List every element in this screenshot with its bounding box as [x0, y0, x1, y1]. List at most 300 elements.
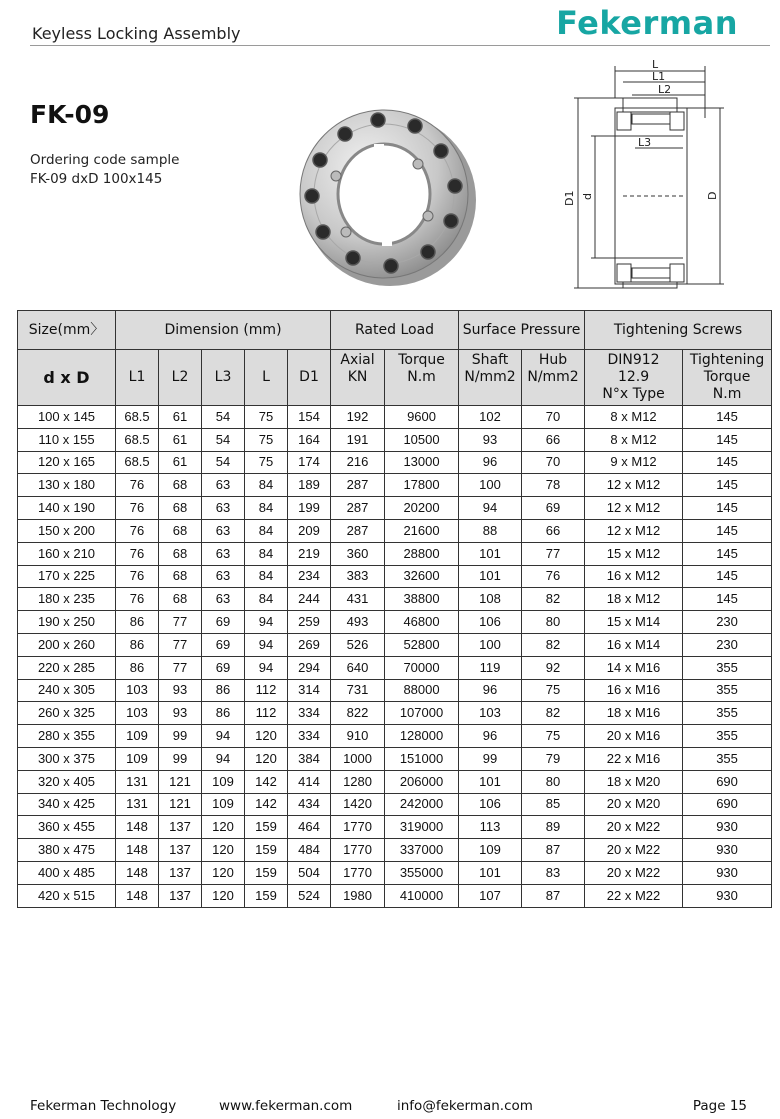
table-cell: 150 x 200 — [18, 519, 116, 542]
table-row — [18, 839, 772, 862]
tt-line-1: Tightening — [689, 352, 765, 368]
table-cell: 120 — [202, 861, 245, 884]
table-cell: 1980 — [331, 884, 385, 907]
table-cell: 93 — [159, 702, 202, 725]
table-cell: 294 — [288, 656, 331, 679]
table-cell: 414 — [288, 770, 331, 793]
table-cell: 524 — [288, 884, 331, 907]
table-cell: 159 — [245, 816, 288, 839]
table-cell: 68.5 — [116, 406, 159, 429]
table-cell: 206000 — [385, 770, 459, 793]
header-surface-pressure: Surface Pressure — [459, 311, 585, 350]
table-cell: 70 — [522, 451, 585, 474]
subheader-din912 — [585, 350, 683, 406]
table-cell: 84 — [245, 519, 288, 542]
table-cell: 52800 — [385, 633, 459, 656]
table-cell: 12 x M12 — [585, 497, 683, 520]
table-cell: 84 — [245, 542, 288, 565]
table-cell: 14 x M16 — [585, 656, 683, 679]
table-cell: 69 — [522, 497, 585, 520]
table-cell: 100 x 145 — [18, 406, 116, 429]
table-cell: 68 — [159, 565, 202, 588]
table-row — [18, 565, 772, 588]
product-photo — [298, 104, 478, 288]
table-cell: 120 — [202, 816, 245, 839]
subheader-l: L — [245, 350, 288, 406]
table-cell: 219 — [288, 542, 331, 565]
table-cell: 337000 — [385, 839, 459, 862]
table-cell: 66 — [522, 428, 585, 451]
subheader-l3: L3 — [202, 350, 245, 406]
table-cell: 94 — [245, 656, 288, 679]
table-cell: 92 — [522, 656, 585, 679]
table-cell: 70000 — [385, 656, 459, 679]
table-cell: 68 — [159, 588, 202, 611]
table-cell: 159 — [245, 861, 288, 884]
table-cell: 63 — [202, 588, 245, 611]
subheader-axial — [331, 350, 385, 406]
table-cell: 191 — [331, 428, 385, 451]
table-cell: 69 — [202, 611, 245, 634]
table-cell: 28800 — [385, 542, 459, 565]
footer-email[interactable]: info@fekerman.com — [397, 1098, 533, 1114]
header-tightening-screws: Tightening Screws — [585, 311, 772, 350]
table-cell: 70 — [522, 406, 585, 429]
table-cell: 109 — [116, 747, 159, 770]
hub-line-1: Hub — [538, 352, 568, 368]
table-cell: 131 — [116, 793, 159, 816]
table-cell: 137 — [159, 884, 202, 907]
table-cell: 75 — [245, 451, 288, 474]
table-cell: 82 — [522, 588, 585, 611]
table-cell: 110 x 155 — [18, 428, 116, 451]
table-cell: 88 — [459, 519, 522, 542]
table-cell: 300 x 375 — [18, 747, 116, 770]
table-cell: 121 — [159, 793, 202, 816]
table-cell: 526 — [331, 633, 385, 656]
table-cell: 85 — [522, 793, 585, 816]
table-cell: 120 — [202, 839, 245, 862]
table-cell: 100 — [459, 474, 522, 497]
table-cell: 10500 — [385, 428, 459, 451]
header-dimension: Dimension (mm) — [116, 311, 331, 350]
table-cell: 106 — [459, 793, 522, 816]
din-line-1: DIN912 — [607, 352, 660, 368]
subheader-torque — [385, 350, 459, 406]
tt-line-2: Torque — [703, 369, 751, 385]
table-cell: 107 — [459, 884, 522, 907]
table-cell: 78 — [522, 474, 585, 497]
table-cell: 145 — [683, 565, 772, 588]
table-cell: 89 — [522, 816, 585, 839]
header-rated-load: Rated Load — [331, 311, 459, 350]
table-cell: 82 — [522, 702, 585, 725]
table-cell: 87 — [522, 839, 585, 862]
table-cell: 320 x 405 — [18, 770, 116, 793]
table-row — [18, 611, 772, 634]
axial-line-2: KN — [347, 369, 368, 385]
table-cell: 86 — [116, 633, 159, 656]
table-cell: 18 x M16 — [585, 702, 683, 725]
table-cell: 120 — [202, 884, 245, 907]
table-cell: 112 — [245, 702, 288, 725]
table-cell: 142 — [245, 770, 288, 793]
table-row — [18, 406, 772, 429]
drawing-label-L: L — [652, 58, 659, 71]
table-cell: 145 — [683, 542, 772, 565]
shaft-line-2: N/mm2 — [464, 369, 516, 385]
table-cell: 77 — [159, 633, 202, 656]
table-cell: 76 — [116, 565, 159, 588]
table-cell: 189 — [288, 474, 331, 497]
table-cell: 145 — [683, 406, 772, 429]
table-cell: 420 x 515 — [18, 884, 116, 907]
table-cell: 145 — [683, 519, 772, 542]
table-cell: 76 — [522, 565, 585, 588]
table-cell: 84 — [245, 588, 288, 611]
table-cell: 68.5 — [116, 428, 159, 451]
table-cell: 137 — [159, 816, 202, 839]
table-cell: 690 — [683, 793, 772, 816]
table-cell: 109 — [202, 793, 245, 816]
table-cell: 244 — [288, 588, 331, 611]
table-cell: 109 — [202, 770, 245, 793]
table-cell: 145 — [683, 428, 772, 451]
table-cell: 68.5 — [116, 451, 159, 474]
table-cell: 18 x M20 — [585, 770, 683, 793]
table-cell: 22 x M22 — [585, 884, 683, 907]
table-cell: 400 x 485 — [18, 861, 116, 884]
footer-website[interactable]: www.fekerman.com — [219, 1098, 353, 1114]
table-cell: 106 — [459, 611, 522, 634]
table-row — [18, 770, 772, 793]
table-cell: 93 — [159, 679, 202, 702]
table-cell: 170 x 225 — [18, 565, 116, 588]
table-row — [18, 861, 772, 884]
table-cell: 1280 — [331, 770, 385, 793]
table-row — [18, 702, 772, 725]
table-cell: 180 x 235 — [18, 588, 116, 611]
subheader-tightening-torque — [683, 350, 772, 406]
table-cell: 200 x 260 — [18, 633, 116, 656]
table-cell: 12 x M12 — [585, 519, 683, 542]
torque-line-2: N.m — [407, 369, 436, 385]
table-cell: 86 — [202, 679, 245, 702]
table-cell: 355000 — [385, 861, 459, 884]
footer-company: Fekerman Technology — [30, 1098, 177, 1114]
table-row — [18, 633, 772, 656]
table-cell: 61 — [159, 451, 202, 474]
table-cell: 174 — [288, 451, 331, 474]
table-cell: 96 — [459, 679, 522, 702]
table-cell: 20200 — [385, 497, 459, 520]
table-cell: 20 x M22 — [585, 816, 683, 839]
table-cell: 86 — [116, 611, 159, 634]
table-cell: 1770 — [331, 839, 385, 862]
table-cell: 68 — [159, 474, 202, 497]
table-cell: 8 x M12 — [585, 406, 683, 429]
subheader-shaft — [459, 350, 522, 406]
table-cell: 142 — [245, 793, 288, 816]
table-cell: 1770 — [331, 861, 385, 884]
table-cell: 355 — [683, 702, 772, 725]
table-cell: 84 — [245, 497, 288, 520]
table-cell: 355 — [683, 679, 772, 702]
table-cell: 22 x M16 — [585, 747, 683, 770]
table-cell: 103 — [459, 702, 522, 725]
table-cell: 434 — [288, 793, 331, 816]
table-cell: 79 — [522, 747, 585, 770]
table-cell: 216 — [331, 451, 385, 474]
drawing-label-L2: L2 — [658, 83, 672, 96]
table-cell: 38800 — [385, 588, 459, 611]
table-cell: 76 — [116, 497, 159, 520]
table-cell: 94 — [459, 497, 522, 520]
table-cell: 269 — [288, 633, 331, 656]
table-cell: 66 — [522, 519, 585, 542]
table-cell: 1420 — [331, 793, 385, 816]
hub-line-2: N/mm2 — [527, 369, 579, 385]
table-cell: 383 — [331, 565, 385, 588]
table-row — [18, 793, 772, 816]
table-cell: 822 — [331, 702, 385, 725]
table-cell: 131 — [116, 770, 159, 793]
table-cell: 355 — [683, 725, 772, 748]
table-cell: 103 — [116, 702, 159, 725]
table-cell: 199 — [288, 497, 331, 520]
footer-page-number: Page 15 — [692, 1098, 747, 1114]
table-cell: 54 — [202, 406, 245, 429]
table-cell: 75 — [522, 679, 585, 702]
table-cell: 82 — [522, 633, 585, 656]
table-cell: 63 — [202, 497, 245, 520]
table-row — [18, 474, 772, 497]
table-cell: 930 — [683, 839, 772, 862]
table-cell: 63 — [202, 474, 245, 497]
table-cell: 16 x M14 — [585, 633, 683, 656]
torque-line-1: Torque — [398, 352, 445, 368]
brand-logo: Fekerman — [556, 4, 738, 42]
table-cell: 242000 — [385, 793, 459, 816]
table-cell: 77 — [159, 656, 202, 679]
table-cell: 287 — [331, 519, 385, 542]
table-cell: 220 x 285 — [18, 656, 116, 679]
table-cell: 84 — [245, 474, 288, 497]
table-cell: 83 — [522, 861, 585, 884]
table-cell: 464 — [288, 816, 331, 839]
table-cell: 380 x 475 — [18, 839, 116, 862]
table-cell: 13000 — [385, 451, 459, 474]
table-cell: 164 — [288, 428, 331, 451]
table-cell: 120 x 165 — [18, 451, 116, 474]
table-cell: 314 — [288, 679, 331, 702]
table-cell: 76 — [116, 519, 159, 542]
shaft-line-1: Shaft — [471, 352, 509, 368]
table-cell: 930 — [683, 884, 772, 907]
table-cell: 930 — [683, 861, 772, 884]
table-cell: 355 — [683, 656, 772, 679]
table-cell: 102 — [459, 406, 522, 429]
drawing-label-d: d — [581, 193, 594, 200]
table-cell: 160 x 210 — [18, 542, 116, 565]
table-cell: 101 — [459, 542, 522, 565]
table-cell: 910 — [331, 725, 385, 748]
table-cell: 46800 — [385, 611, 459, 634]
table-cell: 493 — [331, 611, 385, 634]
table-cell: 192 — [331, 406, 385, 429]
table-cell: 112 — [245, 679, 288, 702]
table-row — [18, 542, 772, 565]
table-cell: 145 — [683, 497, 772, 520]
table-cell: 230 — [683, 611, 772, 634]
drawing-label-L1: L1 — [652, 70, 666, 83]
table-cell: 930 — [683, 816, 772, 839]
table-cell: 63 — [202, 542, 245, 565]
table-cell: 15 x M12 — [585, 542, 683, 565]
table-cell: 159 — [245, 839, 288, 862]
table-cell: 94 — [245, 611, 288, 634]
table-cell: 340 x 425 — [18, 793, 116, 816]
table-cell: 431 — [331, 588, 385, 611]
table-cell: 360 — [331, 542, 385, 565]
table-cell: 94 — [245, 633, 288, 656]
table-cell: 360 x 455 — [18, 816, 116, 839]
drawing-label-D1: D1 — [563, 190, 576, 206]
table-cell: 93 — [459, 428, 522, 451]
table-cell: 504 — [288, 861, 331, 884]
table-cell: 209 — [288, 519, 331, 542]
table-cell: 100 — [459, 633, 522, 656]
model-number: FK-09 — [30, 100, 110, 129]
table-cell: 159 — [245, 884, 288, 907]
header-size: Size(mm〉 — [18, 311, 116, 350]
table-cell: 84 — [245, 565, 288, 588]
table-cell: 77 — [159, 611, 202, 634]
table-cell: 145 — [683, 474, 772, 497]
table-cell: 1770 — [331, 816, 385, 839]
table-cell: 68 — [159, 497, 202, 520]
table-cell: 240 x 305 — [18, 679, 116, 702]
table-cell: 96 — [459, 725, 522, 748]
table-cell: 280 x 355 — [18, 725, 116, 748]
table-cell: 384 — [288, 747, 331, 770]
table-cell: 20 x M16 — [585, 725, 683, 748]
table-row — [18, 816, 772, 839]
table-cell: 148 — [116, 861, 159, 884]
table-cell: 75 — [245, 406, 288, 429]
table-cell: 109 — [116, 725, 159, 748]
subheader-d1: D1 — [288, 350, 331, 406]
axial-line-1: Axial — [340, 352, 375, 368]
table-cell: 99 — [159, 747, 202, 770]
table-cell: 8 x M12 — [585, 428, 683, 451]
table-row — [18, 451, 772, 474]
table-cell: 137 — [159, 839, 202, 862]
table-cell: 109 — [459, 839, 522, 862]
subheader-l1: L1 — [116, 350, 159, 406]
table-cell: 17800 — [385, 474, 459, 497]
table-cell: 137 — [159, 861, 202, 884]
table-row — [18, 884, 772, 907]
table-cell: 234 — [288, 565, 331, 588]
subheader-l2: L2 — [159, 350, 202, 406]
table-cell: 20 x M20 — [585, 793, 683, 816]
table-cell: 63 — [202, 519, 245, 542]
table-cell: 154 — [288, 406, 331, 429]
table-cell: 151000 — [385, 747, 459, 770]
table-cell: 94 — [202, 747, 245, 770]
table-cell: 148 — [116, 816, 159, 839]
drawing-label-D: D — [706, 191, 719, 200]
technical-drawing — [560, 58, 775, 298]
table-cell: 20 x M22 — [585, 861, 683, 884]
table-row — [18, 656, 772, 679]
subheader-hub — [522, 350, 585, 406]
table-cell: 99 — [459, 747, 522, 770]
table-cell: 77 — [522, 542, 585, 565]
table-cell: 63 — [202, 565, 245, 588]
table-cell: 76 — [116, 588, 159, 611]
table-cell: 75 — [522, 725, 585, 748]
specification-table — [17, 310, 772, 908]
table-cell: 69 — [202, 633, 245, 656]
table-cell: 16 x M12 — [585, 565, 683, 588]
table-cell: 94 — [202, 725, 245, 748]
table-cell: 145 — [683, 451, 772, 474]
table-cell: 355 — [683, 747, 772, 770]
table-cell: 68 — [159, 519, 202, 542]
table-cell: 75 — [245, 428, 288, 451]
table-cell: 32600 — [385, 565, 459, 588]
table-cell: 334 — [288, 702, 331, 725]
table-sub-header-row — [18, 350, 772, 406]
table-cell: 1000 — [331, 747, 385, 770]
table-cell: 101 — [459, 565, 522, 588]
table-row — [18, 519, 772, 542]
table-group-header-row — [18, 311, 772, 350]
table-cell: 128000 — [385, 725, 459, 748]
ordering-code-label: Ordering code sample — [30, 152, 180, 168]
table-cell: 54 — [202, 428, 245, 451]
table-cell: 80 — [522, 770, 585, 793]
drawing-label-L3: L3 — [638, 136, 652, 149]
table-cell: 287 — [331, 474, 385, 497]
table-cell: 54 — [202, 451, 245, 474]
table-cell: 101 — [459, 861, 522, 884]
table-cell: 88000 — [385, 679, 459, 702]
table-row — [18, 428, 772, 451]
table-cell: 731 — [331, 679, 385, 702]
header-divider — [30, 45, 770, 46]
table-cell: 140 x 190 — [18, 497, 116, 520]
table-body — [18, 406, 772, 908]
table-cell: 319000 — [385, 816, 459, 839]
table-cell: 640 — [331, 656, 385, 679]
table-cell: 86 — [116, 656, 159, 679]
table-row — [18, 588, 772, 611]
table-cell: 148 — [116, 884, 159, 907]
table-cell: 259 — [288, 611, 331, 634]
table-cell: 96 — [459, 451, 522, 474]
table-cell: 99 — [159, 725, 202, 748]
table-cell: 130 x 180 — [18, 474, 116, 497]
table-cell: 20 x M22 — [585, 839, 683, 862]
table-cell: 9 x M12 — [585, 451, 683, 474]
table-cell: 120 — [245, 725, 288, 748]
table-cell: 108 — [459, 588, 522, 611]
subheader-dxd: d x D — [18, 350, 116, 406]
din-line-2: 12.9 — [617, 369, 650, 385]
